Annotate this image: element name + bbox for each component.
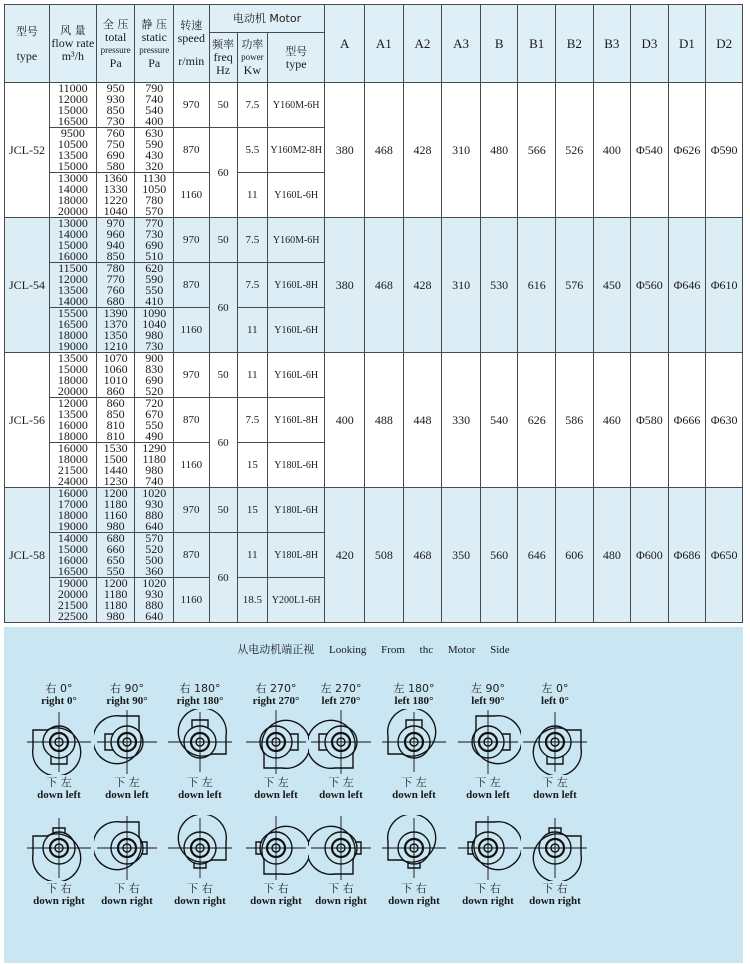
flow-values: 19000 20000 21500 22500 bbox=[49, 578, 96, 623]
header-model bbox=[5, 5, 50, 83]
header-total-en2: pressure bbox=[100, 44, 131, 55]
down-right-label-cn: 下 右 bbox=[114, 882, 140, 895]
down-right-label-en: down right bbox=[388, 895, 440, 907]
dim-value-B3: 480 bbox=[593, 488, 631, 623]
down-right-label-cn: 下 右 bbox=[401, 882, 427, 895]
power-value: 15 bbox=[237, 443, 267, 488]
motor-type-value: Y160L-8H bbox=[267, 263, 324, 308]
motor-type-value: Y160M-6H bbox=[267, 218, 324, 263]
speed-value: 970 bbox=[174, 83, 209, 128]
header-flow-en: flow rate bbox=[51, 36, 95, 50]
orientation-label-en: right 270° bbox=[252, 695, 300, 707]
down-left-label-cn: 下 左 bbox=[46, 776, 72, 789]
flow-values: 11000 12000 15000 16500 bbox=[49, 83, 96, 128]
header-total bbox=[96, 5, 135, 83]
dim-value-D1: Φ686 bbox=[668, 488, 706, 623]
spec-table-panel bbox=[4, 4, 743, 623]
down-right-label-cn: 下 右 bbox=[328, 882, 354, 895]
orientation-top-item bbox=[92, 683, 162, 801]
down-left-label-cn: 下 左 bbox=[263, 776, 289, 789]
fan-orientation-icon bbox=[522, 815, 588, 881]
down-left-label-en: down left bbox=[392, 789, 436, 801]
dim-value-D2: Φ650 bbox=[706, 488, 743, 623]
dim-value-B: 530 bbox=[480, 218, 518, 353]
freq-value: 50 bbox=[209, 353, 237, 398]
dim-value-D3: Φ580 bbox=[631, 353, 669, 488]
header-model-en: type bbox=[16, 48, 38, 63]
total-pressure-values: 1200 1180 1180 980 bbox=[96, 578, 135, 623]
down-right-label-cn: 下 右 bbox=[263, 882, 289, 895]
orientation-caption bbox=[4, 641, 743, 657]
motor-type-value: Y160M2-8H bbox=[267, 128, 324, 173]
down-right-label-en: down right bbox=[174, 895, 226, 907]
freq-value: 50 bbox=[209, 83, 237, 128]
header-power-cn: 功率 bbox=[241, 38, 264, 51]
caption-cn: 从电动机端正视 bbox=[237, 643, 315, 656]
down-left-label-cn: 下 左 bbox=[328, 776, 354, 789]
orientation-panel bbox=[4, 627, 743, 963]
orientation-bottom-item bbox=[241, 813, 311, 907]
fan-orientation-icon bbox=[308, 709, 374, 775]
motor-type-value: Y160L-6H bbox=[267, 173, 324, 218]
orientation-label-en: right 90° bbox=[106, 695, 148, 707]
orientation-label-cn: 左 270° bbox=[320, 682, 362, 695]
spec-table-body bbox=[5, 83, 743, 623]
freq-value: 60 bbox=[209, 263, 237, 353]
static-pressure-values: 1090 1040 980 730 bbox=[135, 308, 174, 353]
speed-value: 870 bbox=[174, 128, 209, 173]
flow-values: 13000 14000 15000 16000 bbox=[49, 218, 96, 263]
motor-type-value: Y160L-6H bbox=[267, 308, 324, 353]
dim-value-A3: 350 bbox=[442, 488, 481, 623]
freq-value: 50 bbox=[209, 488, 237, 533]
header-dim-A2: A2 bbox=[403, 5, 442, 83]
orientation-top-item bbox=[241, 683, 311, 801]
static-pressure-values: 720 670 550 490 bbox=[135, 398, 174, 443]
fan-orientation-icon bbox=[522, 709, 588, 775]
orientation-bottom-item bbox=[92, 813, 162, 907]
total-pressure-values: 680 660 650 550 bbox=[96, 533, 135, 578]
header-power-unit: Kw bbox=[243, 63, 262, 77]
fan-orientation-icon bbox=[455, 709, 521, 775]
freq-value: 60 bbox=[209, 398, 237, 488]
static-pressure-values: 1020 930 880 640 bbox=[135, 488, 174, 533]
dim-value-D2: Φ610 bbox=[706, 218, 743, 353]
down-left-label-cn: 下 左 bbox=[187, 776, 213, 789]
header-total-en: total bbox=[104, 29, 127, 44]
dim-value-A: 400 bbox=[325, 353, 365, 488]
power-value: 7.5 bbox=[237, 263, 267, 308]
dim-value-D2: Φ590 bbox=[706, 83, 743, 218]
header-dim-D1: D1 bbox=[668, 5, 706, 83]
power-value: 7.5 bbox=[237, 218, 267, 263]
speed-value: 870 bbox=[174, 533, 209, 578]
dim-value-B2: 526 bbox=[556, 83, 594, 218]
static-pressure-values: 1020 930 880 640 bbox=[135, 578, 174, 623]
down-right-label-en: down right bbox=[462, 895, 514, 907]
caption-en-word: Motor bbox=[447, 644, 476, 656]
header-power-en: power bbox=[241, 52, 264, 62]
orientation-top-item bbox=[379, 683, 449, 801]
fan-orientation-icon bbox=[26, 709, 92, 775]
motor-type-value: Y180L-6H bbox=[267, 443, 324, 488]
power-value: 11 bbox=[237, 173, 267, 218]
orientation-label-en: right 0° bbox=[41, 695, 77, 707]
orientation-label-cn: 左 0° bbox=[541, 682, 569, 695]
dim-value-A3: 310 bbox=[442, 83, 481, 218]
orientation-label-cn: 右 270° bbox=[255, 682, 297, 695]
fan-orientation-icon bbox=[308, 815, 374, 881]
dim-value-B2: 606 bbox=[556, 488, 594, 623]
dim-value-A2: 468 bbox=[403, 488, 442, 623]
orientation-label-en: left 90° bbox=[471, 695, 505, 707]
model-name: JCL-54 bbox=[5, 218, 50, 353]
dim-value-B2: 576 bbox=[556, 218, 594, 353]
fan-orientation-icon bbox=[381, 815, 447, 881]
down-left-label-cn: 下 左 bbox=[542, 776, 568, 789]
orientation-label-en: left 180° bbox=[394, 695, 434, 707]
orientation-top-item bbox=[453, 683, 523, 801]
power-value: 15 bbox=[237, 488, 267, 533]
header-mtype-en: type bbox=[285, 56, 307, 71]
header-total-unit: Pa bbox=[109, 55, 122, 70]
flow-values: 13500 15000 18000 20000 bbox=[49, 353, 96, 398]
caption-en-word: thc bbox=[419, 644, 434, 656]
header-flow-unit: m³/h bbox=[61, 49, 84, 63]
down-right-label-en: down right bbox=[250, 895, 302, 907]
speed-value: 870 bbox=[174, 263, 209, 308]
flow-values: 9500 10500 13500 15000 bbox=[49, 128, 96, 173]
freq-value: 50 bbox=[209, 218, 237, 263]
orientation-label-en: left 270° bbox=[321, 695, 361, 707]
flow-values: 16000 18000 21500 24000 bbox=[49, 443, 96, 488]
table-row bbox=[5, 353, 743, 398]
header-dim-B1: B1 bbox=[518, 5, 556, 83]
dim-value-D3: Φ560 bbox=[631, 218, 669, 353]
orientation-top-item bbox=[165, 683, 235, 801]
fan-orientation-icon bbox=[26, 815, 92, 881]
fan-orientation-icon bbox=[243, 709, 309, 775]
dim-value-B3: 450 bbox=[593, 218, 631, 353]
orientation-label-cn: 左 180° bbox=[393, 682, 435, 695]
down-left-label-en: down left bbox=[178, 789, 222, 801]
motor-type-value: Y180L-6H bbox=[267, 488, 324, 533]
header-dim-D2: D2 bbox=[706, 5, 743, 83]
orientation-bottom-item bbox=[165, 813, 235, 907]
static-pressure-values: 900 830 690 520 bbox=[135, 353, 174, 398]
orientation-bottom-item bbox=[379, 813, 449, 907]
fan-orientation-icon bbox=[243, 815, 309, 881]
dim-value-B3: 460 bbox=[593, 353, 631, 488]
model-name: JCL-56 bbox=[5, 353, 50, 488]
dim-value-B: 540 bbox=[480, 353, 518, 488]
dim-value-B3: 400 bbox=[593, 83, 631, 218]
header-dim-A: A bbox=[325, 5, 365, 83]
down-right-label-en: down right bbox=[33, 895, 85, 907]
caption-en-word: From bbox=[381, 644, 405, 656]
down-left-label-en: down left bbox=[254, 789, 298, 801]
power-value: 18.5 bbox=[237, 578, 267, 623]
dim-value-D3: Φ600 bbox=[631, 488, 669, 623]
total-pressure-values: 1200 1180 1160 980 bbox=[96, 488, 135, 533]
dim-value-A: 380 bbox=[325, 83, 365, 218]
static-pressure-values: 620 590 550 410 bbox=[135, 263, 174, 308]
total-pressure-values: 760 750 690 580 bbox=[96, 128, 135, 173]
header-speed bbox=[174, 5, 209, 83]
orientation-top-item bbox=[24, 683, 94, 801]
down-left-label-cn: 下 左 bbox=[401, 776, 427, 789]
static-pressure-values: 1290 1180 980 740 bbox=[135, 443, 174, 488]
total-pressure-values: 1390 1370 1350 1210 bbox=[96, 308, 135, 353]
fan-orientation-icon bbox=[167, 815, 233, 881]
fan-orientation-icon bbox=[167, 709, 233, 775]
header-freq-en: freq bbox=[213, 50, 233, 64]
power-value: 11 bbox=[237, 353, 267, 398]
speed-value: 970 bbox=[174, 218, 209, 263]
header-speed-en: speed bbox=[177, 31, 205, 45]
header-model-cn: 型号 bbox=[15, 24, 38, 38]
orientation-label-cn: 右 90° bbox=[110, 682, 144, 695]
dim-value-A1: 508 bbox=[365, 488, 404, 623]
table-row bbox=[5, 83, 743, 128]
dim-value-B2: 586 bbox=[556, 353, 594, 488]
table-row bbox=[5, 218, 743, 263]
header-total-cn: 全 压 bbox=[102, 17, 129, 31]
total-pressure-values: 950 930 850 730 bbox=[96, 83, 135, 128]
down-left-label-en: down left bbox=[37, 789, 81, 801]
dim-value-D2: Φ630 bbox=[706, 353, 743, 488]
down-right-label-cn: 下 右 bbox=[542, 882, 568, 895]
orientation-bottom-item bbox=[306, 813, 376, 907]
down-right-label-en: down right bbox=[529, 895, 581, 907]
header-dim-A3: A3 bbox=[442, 5, 481, 83]
fan-orientation-icon bbox=[94, 709, 160, 775]
down-right-label-cn: 下 右 bbox=[187, 882, 213, 895]
header-static-en2: pressure bbox=[139, 44, 170, 55]
motor-type-value: Y160L-6H bbox=[267, 353, 324, 398]
header-freq-unit: Hz bbox=[216, 63, 231, 77]
down-right-label-en: down right bbox=[101, 895, 153, 907]
down-right-label-en: down right bbox=[315, 895, 367, 907]
header-static bbox=[135, 5, 174, 83]
down-left-label-en: down left bbox=[466, 789, 510, 801]
freq-value: 60 bbox=[209, 533, 237, 623]
dim-value-D1: Φ626 bbox=[668, 83, 706, 218]
header-dim-D3: D3 bbox=[631, 5, 669, 83]
total-pressure-values: 1070 1060 1010 860 bbox=[96, 353, 135, 398]
down-left-label-cn: 下 左 bbox=[114, 776, 140, 789]
down-right-label-cn: 下 右 bbox=[46, 882, 72, 895]
dim-value-B1: 646 bbox=[518, 488, 556, 623]
static-pressure-values: 630 590 430 320 bbox=[135, 128, 174, 173]
fan-orientation-icon bbox=[94, 815, 160, 881]
static-pressure-values: 790 740 540 400 bbox=[135, 83, 174, 128]
header-power bbox=[237, 33, 267, 83]
flow-values: 13000 14000 18000 20000 bbox=[49, 173, 96, 218]
dim-value-A3: 330 bbox=[442, 353, 481, 488]
caption-en-word: Looking bbox=[329, 644, 367, 656]
dim-value-A2: 428 bbox=[403, 83, 442, 218]
dim-value-A2: 428 bbox=[403, 218, 442, 353]
header-dim-B: B bbox=[480, 5, 518, 83]
header-freq-cn: 频率 bbox=[212, 38, 235, 51]
speed-value: 1160 bbox=[174, 308, 209, 353]
model-name: JCL-52 bbox=[5, 83, 50, 218]
motor-type-value: Y160L-8H bbox=[267, 398, 324, 443]
dim-value-B1: 626 bbox=[518, 353, 556, 488]
fan-orientation-icon bbox=[381, 709, 447, 775]
table-row bbox=[5, 488, 743, 533]
freq-value: 60 bbox=[209, 128, 237, 218]
dim-value-B1: 566 bbox=[518, 83, 556, 218]
orientation-bottom-item bbox=[24, 813, 94, 907]
orientation-label-cn: 右 0° bbox=[45, 682, 73, 695]
dim-value-D1: Φ666 bbox=[668, 353, 706, 488]
orientation-label-en: right 180° bbox=[176, 695, 224, 707]
orientation-bottom-item bbox=[453, 813, 523, 907]
header-static-cn: 静 压 bbox=[141, 17, 167, 31]
power-value: 11 bbox=[237, 533, 267, 578]
speed-value: 1160 bbox=[174, 173, 209, 218]
down-left-label-en: down left bbox=[533, 789, 577, 801]
header-motor-title: 电动机 Motor bbox=[232, 12, 302, 25]
model-name: JCL-58 bbox=[5, 488, 50, 623]
orientation-top-item bbox=[520, 683, 590, 801]
orientation-label-en: left 0° bbox=[541, 695, 569, 707]
dim-value-D1: Φ646 bbox=[668, 218, 706, 353]
header-static-unit: Pa bbox=[148, 55, 161, 70]
orientation-top-item bbox=[306, 683, 376, 801]
total-pressure-values: 970 960 940 850 bbox=[96, 218, 135, 263]
header-dim-B2: B2 bbox=[556, 5, 594, 83]
dim-value-A3: 310 bbox=[442, 218, 481, 353]
dim-value-A: 380 bbox=[325, 218, 365, 353]
caption-en-word: Side bbox=[490, 644, 510, 656]
total-pressure-values: 780 770 760 680 bbox=[96, 263, 135, 308]
orientation-label-cn: 右 180° bbox=[179, 682, 221, 695]
header-speed-cn: 转速 bbox=[180, 19, 203, 32]
flow-values: 16000 17000 18000 19000 bbox=[49, 488, 96, 533]
motor-type-value: Y180L-8H bbox=[267, 533, 324, 578]
dim-value-A1: 468 bbox=[365, 83, 404, 218]
dim-value-A1: 468 bbox=[365, 218, 404, 353]
speed-value: 870 bbox=[174, 398, 209, 443]
header-flow-cn: 风 量 bbox=[60, 24, 86, 37]
total-pressure-values: 860 850 810 810 bbox=[96, 398, 135, 443]
power-value: 11 bbox=[237, 308, 267, 353]
flow-values: 11500 12000 13500 14000 bbox=[49, 263, 96, 308]
speed-value: 970 bbox=[174, 488, 209, 533]
header-dim-A1: A1 bbox=[365, 5, 404, 83]
orientation-bottom-item bbox=[520, 813, 590, 907]
header-mtype-cn: 型号 bbox=[285, 44, 308, 58]
down-right-label-cn: 下 右 bbox=[475, 882, 501, 895]
dim-value-A1: 488 bbox=[365, 353, 404, 488]
dim-value-A2: 448 bbox=[403, 353, 442, 488]
dim-value-B: 480 bbox=[480, 83, 518, 218]
header-dim-B3: B3 bbox=[593, 5, 631, 83]
flow-values: 15500 16500 18000 19000 bbox=[49, 308, 96, 353]
speed-value: 970 bbox=[174, 353, 209, 398]
dim-value-B: 560 bbox=[480, 488, 518, 623]
header-motor bbox=[209, 5, 325, 33]
total-pressure-values: 1530 1500 1440 1230 bbox=[96, 443, 135, 488]
speed-value: 1160 bbox=[174, 578, 209, 623]
down-left-label-en: down left bbox=[105, 789, 149, 801]
dim-value-B1: 616 bbox=[518, 218, 556, 353]
power-value: 7.5 bbox=[237, 83, 267, 128]
motor-type-value: Y160M-6H bbox=[267, 83, 324, 128]
motor-type-value: Y200L1-6H bbox=[267, 578, 324, 623]
dim-value-A: 420 bbox=[325, 488, 365, 623]
static-pressure-values: 1130 1050 780 570 bbox=[135, 173, 174, 218]
header-static-en: static bbox=[141, 29, 167, 44]
down-left-label-cn: 下 左 bbox=[475, 776, 501, 789]
speed-value: 1160 bbox=[174, 443, 209, 488]
down-left-label-en: down left bbox=[319, 789, 363, 801]
power-value: 7.5 bbox=[237, 398, 267, 443]
header-flow bbox=[49, 5, 96, 83]
static-pressure-values: 570 520 500 360 bbox=[135, 533, 174, 578]
header-speed-unit: r/min bbox=[178, 54, 205, 68]
spec-table bbox=[4, 4, 743, 623]
flow-values: 12000 13500 16000 18000 bbox=[49, 398, 96, 443]
header-motor-type bbox=[267, 33, 324, 83]
header-freq bbox=[209, 33, 237, 83]
dim-value-D3: Φ540 bbox=[631, 83, 669, 218]
static-pressure-values: 770 730 690 510 bbox=[135, 218, 174, 263]
flow-values: 14000 15000 16000 16500 bbox=[49, 533, 96, 578]
fan-orientation-icon bbox=[455, 815, 521, 881]
total-pressure-values: 1360 1330 1220 1040 bbox=[96, 173, 135, 218]
orientation-label-cn: 左 90° bbox=[471, 682, 505, 695]
power-value: 5.5 bbox=[237, 128, 267, 173]
